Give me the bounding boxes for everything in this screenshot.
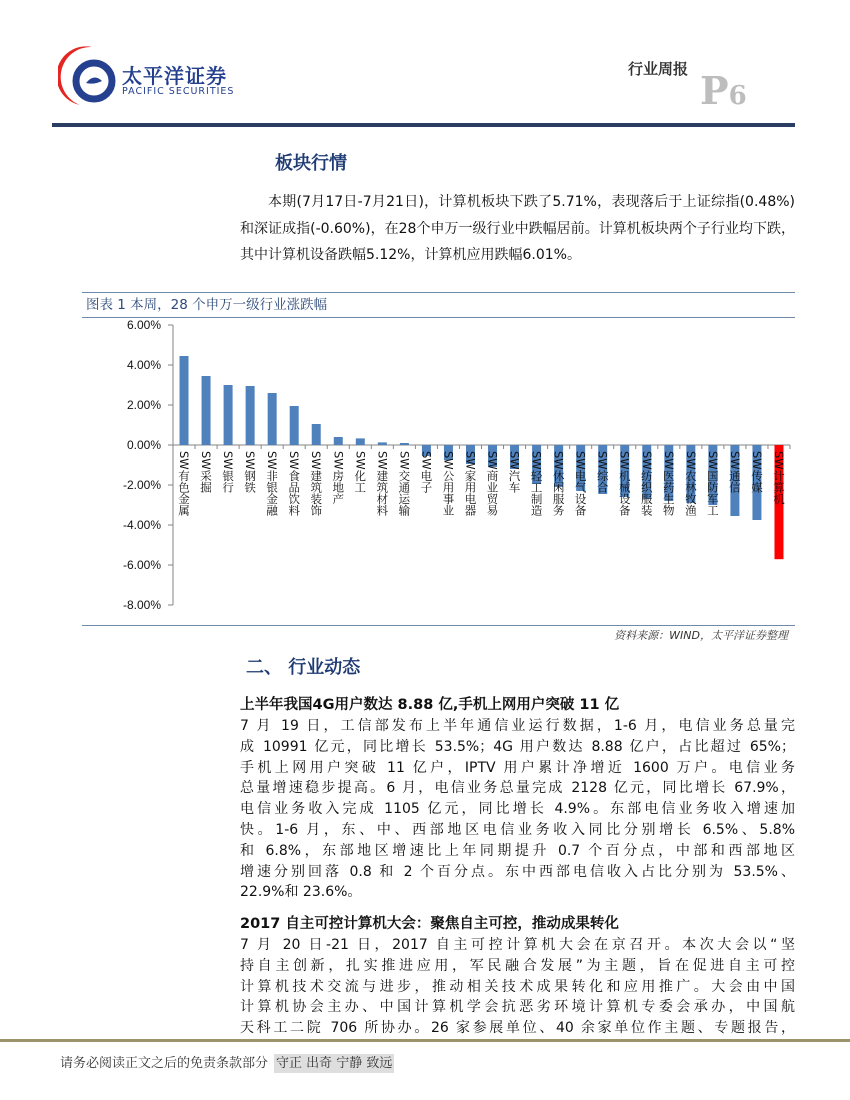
- x-tick-label: SW综合: [595, 451, 610, 493]
- news-title: 2017 自主可控计算机大会：聚焦自主可控，推动成果转化: [240, 916, 619, 932]
- news-line: 快。1-6 月，东、中、西部地区电信业务收入同比分别增长 6.5%、5.8%: [240, 821, 795, 838]
- bar-5: [268, 393, 277, 445]
- x-tick-label: SW食品饮料: [287, 451, 302, 516]
- chart-bottom-rule: [82, 625, 795, 626]
- x-tick-label: SW有色金属: [177, 451, 192, 516]
- figure-caption: 图表 1 本周，28 个申万一级行业涨跌幅: [86, 297, 328, 313]
- news-line: 22.9%和 23.6%。: [240, 884, 362, 901]
- x-tick-label: SW休闲服务: [551, 451, 566, 516]
- x-tick-label: SW轻工制造: [529, 451, 544, 516]
- report-type: 行业周报: [628, 60, 689, 78]
- brand-name-en: PACIFIC SECURITIES: [122, 86, 235, 97]
- x-tick-label: SW电子: [419, 451, 434, 493]
- x-tick-label: SW钢铁: [243, 451, 258, 493]
- news-item: [240, 694, 795, 903]
- x-tick-label: SW计算机: [771, 451, 786, 505]
- footer-divider: [0, 1039, 850, 1042]
- x-tick-label: SW通信: [727, 451, 742, 493]
- page-letter: P: [700, 68, 729, 113]
- bar-1: [180, 356, 189, 445]
- news-line: 天科工二院 706 所协办。26 家参展单位、40 余家单位作主题、专题报告，: [240, 1020, 795, 1037]
- y-tick-label: -8.00%: [122, 598, 161, 612]
- news-line: 7 月 19 日，工信部发布上半年通信业运行数据，1-6 月，电信业务总量完: [240, 718, 795, 734]
- y-tick-label: 4.00%: [126, 358, 161, 372]
- x-tick-label: SW建筑装饰: [309, 451, 324, 516]
- news-line: 手机上网用户突破 11 亿户，IPTV 用户累计净增近 1600 万户。电信业务: [240, 759, 795, 776]
- x-tick-label: SW房地产: [331, 451, 346, 505]
- x-tick-label: SW纺织服装: [639, 451, 654, 516]
- news-line: 成 10991 亿元，同比增长 53.5%；4G 用户数达 8.88 亿户，占比超过 65%；: [240, 738, 795, 755]
- bar-7: [312, 424, 321, 445]
- news-line: 7 月 20 日-21 日，2017 自主可控计算机大会在京召开。本次大会以“坚: [240, 937, 795, 953]
- news-line: 计算机协会主办、中国计算机学会抗恶劣环境计算机专委会承办，中国航: [240, 999, 795, 1016]
- bar-2: [202, 376, 211, 445]
- x-tick-label: SW家用电器: [463, 451, 478, 516]
- paragraph-line: 其中计算机设备跌幅5.12%，计算机应用跌幅6.01%。: [240, 247, 581, 264]
- footer-motto: 守正 出奇 宁静 致远: [276, 1056, 393, 1071]
- y-tick-label: -6.00%: [122, 558, 161, 572]
- y-tick-label: -4.00%: [122, 518, 161, 532]
- x-tick-label: SW非银金融: [265, 451, 280, 516]
- x-tick-label: SW农林牧渔: [683, 451, 698, 516]
- paragraph-line: 本期(7月17日-7月21日)，计算机板块下跌了5.71%，表现落后于上证综指(0.48%): [268, 194, 795, 210]
- bar-10: [378, 442, 387, 445]
- x-tick-label: SW商业贸易: [485, 451, 500, 516]
- bar-3: [224, 385, 233, 445]
- y-tick-label: 0.00%: [126, 438, 161, 452]
- news-line: 持自主创新，扎实推进应用，军民融合发展”为主题，旨在促进自主可控: [240, 957, 795, 974]
- y-tick-label: 6.00%: [126, 318, 161, 332]
- x-tick-label: SW公用事业: [441, 451, 456, 516]
- paragraph-line: 和深证成指(-0.60%)，在28个申万一级行业中跌幅居前。计算机板块两个子行业均下跌，: [240, 220, 795, 237]
- news-item: [240, 913, 795, 1039]
- bar-9: [356, 438, 365, 445]
- footer: [60, 1052, 394, 1071]
- x-tick-label: SW医药生物: [661, 451, 676, 516]
- x-tick-label: SW传媒: [749, 451, 764, 493]
- news-title: 上半年我国4G用户数达 8.88 亿,手机上网用户突破 11 亿: [240, 697, 620, 713]
- x-tick-label: SW交通运输: [397, 451, 412, 516]
- x-tick-label: SW机械设备: [617, 451, 632, 516]
- news-line: 总量增速稳步提高。6 月，电信业务总量完成 2128 亿元，同比增长 67.9%，: [240, 780, 795, 797]
- news-line: 增速分别回落 0.8 和 2 个百分点。东中西部电信收入占比分别为 53.5%、: [240, 863, 795, 880]
- x-tick-label: SW采掘: [199, 451, 214, 493]
- footer-disclaimer: 请务必阅读正文之后的免责条款部分: [60, 1056, 269, 1071]
- x-tick-label: SW建筑材料: [375, 451, 390, 516]
- bar-11: [400, 443, 409, 445]
- bar-8: [334, 437, 343, 445]
- x-tick-label: SW汽车: [507, 451, 522, 493]
- y-tick-label: 2.00%: [126, 398, 161, 412]
- bar-6: [290, 406, 299, 445]
- figure-source: 资料来源：WIND，太平洋证券整理: [614, 629, 788, 642]
- x-tick-label: SW电气设备: [573, 451, 588, 516]
- news-line: 电信业务收入完成 1105 亿元，同比增长 4.9%。东部电信业务收入增速加: [240, 801, 795, 818]
- x-tick-label: SW国防军工: [705, 451, 720, 516]
- news-line: 计算机技术交流与进步，推动相关技术成果转化和应用推广。大会由中国: [240, 978, 795, 995]
- section-heading-market: 板块行情: [275, 153, 347, 174]
- bar-4: [246, 386, 255, 445]
- section-heading-industry-news: 二、 行业动态: [246, 657, 361, 678]
- news-line: 和 6.8%，东部地区增速比上年同期提升 0.7 个百分点，中部和西部地区: [240, 842, 795, 859]
- y-tick-label: -2.00%: [122, 478, 161, 492]
- x-tick-label: SW银行: [221, 451, 236, 493]
- x-tick-label: SW化工: [353, 451, 368, 493]
- page-digit: 6: [728, 81, 747, 111]
- brand-name-cn: 太平洋证券: [122, 64, 227, 88]
